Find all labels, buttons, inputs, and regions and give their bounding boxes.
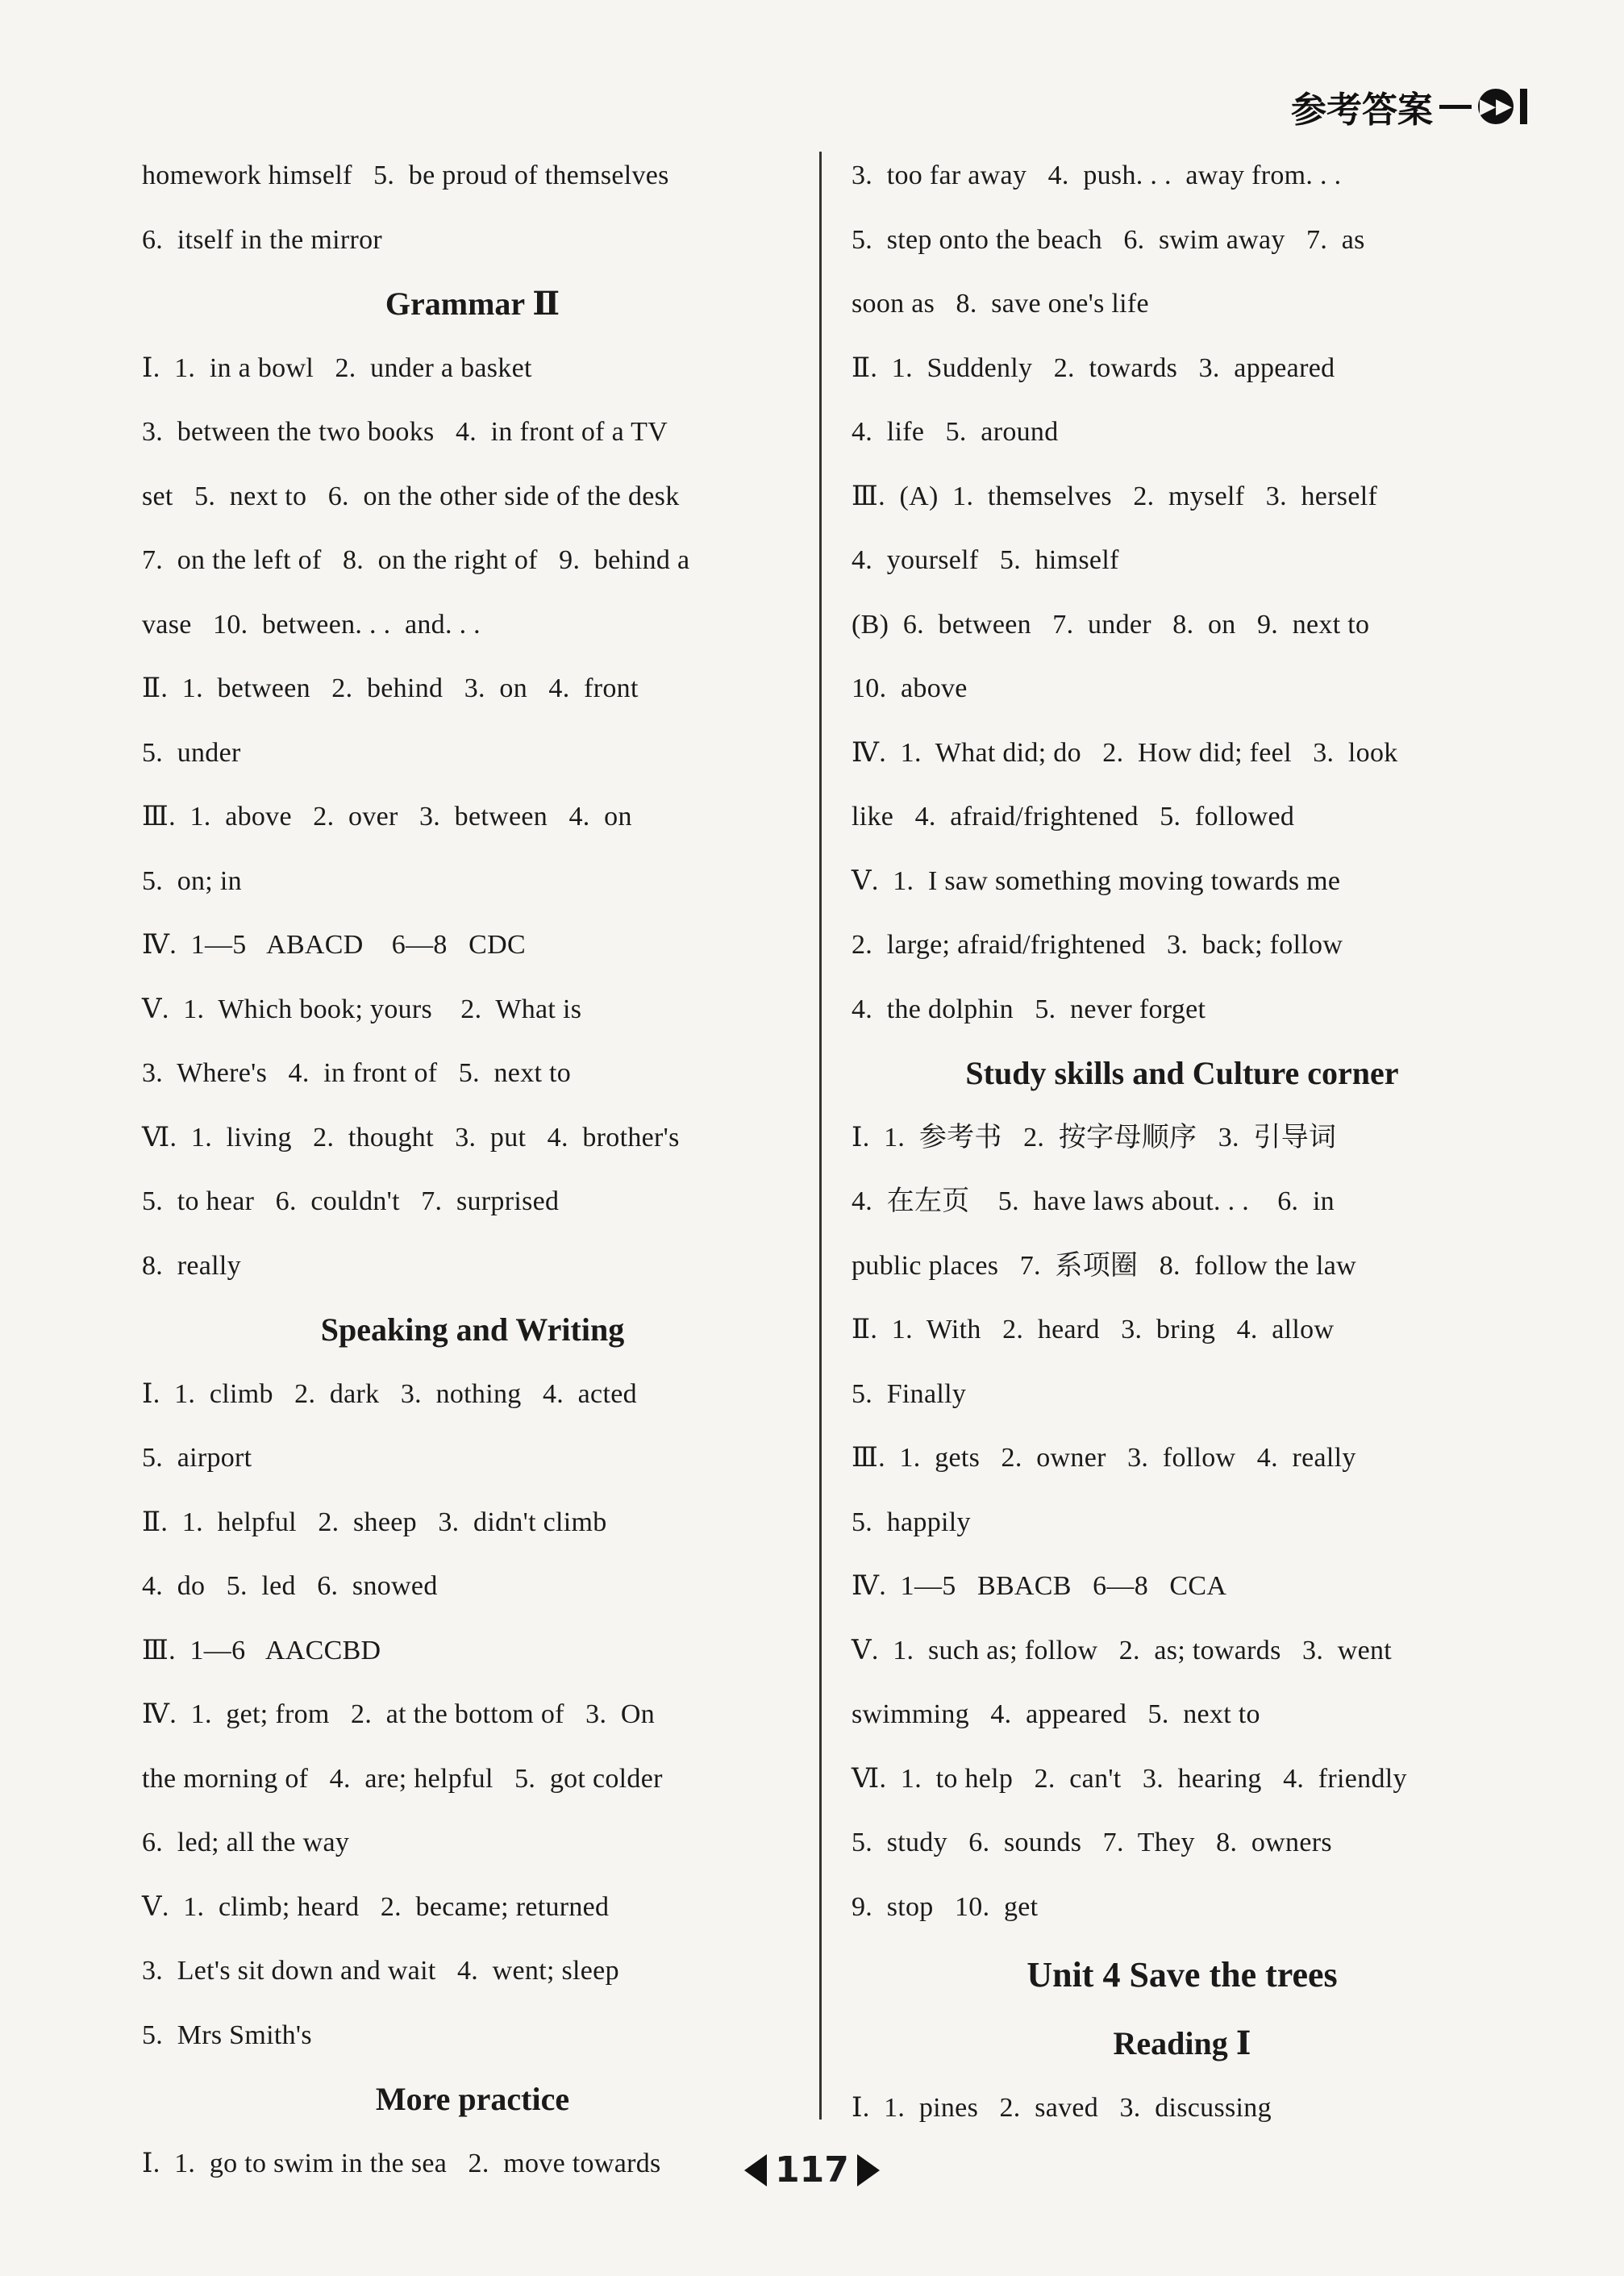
unit-heading: Unit 4 Save the trees [1026, 1955, 1338, 1995]
answer-line: 4. the dolphin 5. never forget [852, 994, 1206, 1024]
answer-line: 5. study 6. sounds 7. They 8. owners [852, 1828, 1332, 1857]
answer-line: 8. really [142, 1250, 241, 1281]
right-triangle-icon [857, 2154, 880, 2186]
answer-line: Ⅲ. 1. above 2. over 3. between 4. on [142, 802, 632, 832]
answer-line: 2. large; afraid/frightened 3. back; follow [852, 930, 1343, 960]
answer-line: homework himself 5. be proud of themselves [142, 160, 669, 190]
page-header [1291, 81, 1527, 132]
answer-line: Ⅲ. 1—6 AACCBD [142, 1635, 381, 1665]
answer-line: Ⅱ. 1. Suddenly 2. towards 3. appeared [852, 352, 1335, 383]
right-column [852, 144, 1513, 2140]
answer-line: 5. step onto the beach 6. swim away 7. as [852, 224, 1365, 255]
answer-line: Ⅴ. 1. such as; follow 2. as; towards 3. went [852, 1635, 1393, 1665]
header-title: 参考答案 [1291, 90, 1433, 131]
header-dash [1439, 105, 1472, 109]
answer-line: 3. between the two books 4. in front of a TV [142, 417, 668, 447]
answer-line: 7. on the left of 8. on the right of 9. behind a [142, 545, 690, 575]
answer-line: set 5. next to 6. on the other side of the desk [142, 481, 680, 511]
answer-line: 4. yourself 5. himself [852, 545, 1119, 575]
answer-line: 4. life 5. around [852, 417, 1059, 447]
answer-line: the morning of 4. are; helpful 5. got colder [142, 1763, 663, 1794]
answer-line: (B) 6. between 7. under 8. on 9. next to [852, 609, 1370, 640]
answer-line: 4. do 5. led 6. snowed [142, 1571, 438, 1601]
answer-line: 10. above [852, 673, 968, 703]
answer-line: Ⅴ. 1. climb; heard 2. became; returned [142, 1891, 610, 1922]
answer-line: 9. stop 10. get [852, 1891, 1039, 1922]
section-heading: Grammar Ⅱ [385, 286, 560, 322]
answer-line: 5. to hear 6. couldn't 7. surprised [142, 1186, 560, 1216]
answer-line: 5. under [142, 737, 241, 768]
answer-line: Ⅱ. 1. With 2. heard 3. bring 4. allow [852, 1315, 1335, 1344]
answer-line: 3. Let's sit down and wait 4. went; sleep [142, 1956, 619, 1986]
section-heading: Speaking and Writing [320, 1311, 625, 1348]
answer-line: Ⅱ. 1. between 2. behind 3. on 4. front [142, 673, 639, 703]
answer-line: Ⅲ. 1. gets 2. owner 3. follow 4. really [852, 1443, 1356, 1473]
answer-line: 5. on; in [142, 865, 242, 896]
section-heading: More practice [375, 2081, 570, 2117]
answer-line: 5. airport [142, 1443, 252, 1473]
page-footer [0, 2149, 1624, 2191]
answer-line: public places 7. 系项圈 8. follow the law [852, 1250, 1357, 1281]
answer-line: like 4. afraid/frightened 5. followed [852, 802, 1295, 832]
left-column [142, 144, 803, 2195]
answer-line: 3. too far away 4. push. . . away from. . . [852, 160, 1342, 190]
answer-line: 3. Where's 4. in front of 5. next to [142, 1058, 572, 1088]
answer-line: Ⅴ. 1. Which book; yours 2. What is [142, 994, 582, 1024]
answer-line: vase 10. between. . . and. . . [142, 609, 481, 640]
answer-line: Ⅳ. 1. What did; do 2. How did; feel 3. look [852, 737, 1398, 768]
answer-line: Ⅴ. 1. I saw something moving towards me [852, 865, 1341, 896]
answer-line: Ⅰ. 1. go to swim in the sea 2. move towards [142, 2148, 661, 2178]
column-divider [819, 152, 822, 2120]
answer-line: Ⅰ. 1. pines 2. saved 3. discussing [852, 2092, 1272, 2123]
answer-line: Ⅵ. 1. to help 2. can't 3. hearing 4. friendly [852, 1763, 1407, 1794]
answer-line: Ⅳ. 1—5 ABACD 6—8 CDC [142, 930, 526, 960]
answer-line: 5. happily [852, 1507, 971, 1537]
answer-line: Ⅵ. 1. living 2. thought 3. put 4. brother's [142, 1122, 680, 1153]
section-heading: Reading Ⅰ [1113, 2025, 1251, 2061]
answer-line: 5. Mrs Smith's [142, 2020, 312, 2050]
answer-line: Ⅳ. 1. get; from 2. at the bottom of 3. On [142, 1699, 656, 1729]
header-bar-icon [1520, 89, 1527, 124]
section-heading: Study skills and Culture corner [965, 1055, 1399, 1091]
answer-line: soon as 8. save one's life [852, 289, 1149, 319]
fast-forward-icon: ▶▶ [1478, 89, 1514, 124]
answer-line: Ⅰ. 1. in a bowl 2. under a basket [142, 352, 532, 383]
answer-line: Ⅰ. 1. 参考书 2. 按字母顺序 3. 引导词 [852, 1122, 1337, 1153]
answer-line: Ⅳ. 1—5 BBACB 6—8 CCA [852, 1571, 1227, 1601]
left-triangle-icon [744, 2154, 767, 2186]
answer-line: 6. itself in the mirror [142, 224, 383, 255]
answer-line: swimming 4. appeared 5. next to [852, 1699, 1260, 1729]
answer-line: Ⅱ. 1. helpful 2. sheep 3. didn't climb [142, 1507, 607, 1537]
answer-line: 6. led; all the way [142, 1828, 350, 1857]
answer-line: Ⅰ. 1. climb 2. dark 3. nothing 4. acted [142, 1378, 637, 1409]
answer-line: 4. 在左页 5. have laws about. . . 6. in [852, 1186, 1335, 1216]
page-number: 117 [775, 2149, 849, 2191]
answer-line: Ⅲ. (A) 1. themselves 2. myself 3. herself [852, 481, 1378, 511]
answer-line: 5. Finally [852, 1378, 967, 1409]
